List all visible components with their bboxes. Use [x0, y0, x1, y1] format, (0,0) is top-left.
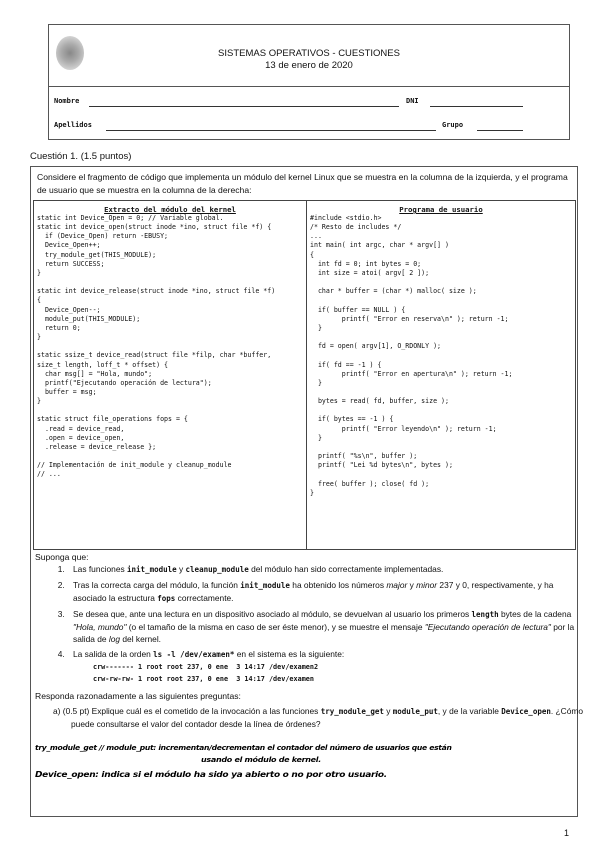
- user-code-title: Programa de usuario: [399, 205, 483, 214]
- kernel-code: static int Device_Open = 0; // Variable global. static int device_open(struct inode *ino, struct file *f) { if (Device_Open) return -EBUSY; Device_Open++; try_module_get(THIS_MODULE); return SUCCESS; } static int device_release(struct inode *ino, struct file *f) { Device_Open--; module_put(THIS_MODULE); return 0; } static ssize_t device_read(struct file *filp, char *buffer, size_t length, loff_t * offset) { char msg[] = "Hola, mundo"; printf("Ejecutando operación de lectura"); buffer = msg; } static struct file_operations fops = { .read = device_read, .open = device_open, .release = device_release }; // Implementación de init_module y cleanup_module // ...: [37, 214, 276, 479]
- dni-field[interactable]: [430, 106, 523, 107]
- exam-title: SISTEMAS OPERATIVOS - CUESTIONES: [218, 48, 400, 59]
- exam-date: 13 de enero de 2020: [265, 60, 353, 71]
- assumption-item: 4. La salida de la orden ls -l /dev/examen* en el sistema es la siguiente: crw------- 1 root root 237, 0 ene 3 14:17 /dev/examen2 crw-rw-rw- 1 root root 237, 0 ene 3 14:17 /dev/examen: [67, 648, 582, 685]
- handwritten-answer-line: try_module_get // module_put: incrementan/decrementan el contador del número de usuarios que están: [35, 743, 452, 752]
- code-table: [33, 200, 576, 550]
- user-code-column: [307, 201, 575, 549]
- assumptions-list: [53, 563, 582, 687]
- handwritten-answer-line: Device_open: indica si el módulo ha sido ya abierto o no por otro usuario.: [35, 770, 387, 780]
- apellidos-field[interactable]: [106, 130, 436, 131]
- user-code: #include <stdio.h> /* Resto de includes */ ... int main( int argc, char * argv[] ) { int fd = 0; int bytes = 0; int size = atoi( argv[ 2 ]); char * buffer = (char *) malloc( size ); if( buffer == NULL ) { printf( "Error en reserva\n" ); return -1; } fd = open( argv[1], O_RDONLY ); if( fd == -1 ) { printf( "Error en apertura\n" ); return -1; } bytes = read( fd, buffer, size ); if( bytes == -1 ) { printf( "Error leyendo\n" ); return -1; } printf( "%s\n", buffer ); printf( "Lei %d bytes\n", bytes ); free( buffer ); close( fd ); }: [310, 214, 513, 497]
- ls-output-line: crw------- 1 root root 237, 0 ene 3 14:17 /dev/examen2: [93, 662, 319, 671]
- respond-label: Responda razonadamente a las siguientes preguntas:: [35, 691, 241, 701]
- suppose-label: Suponga que:: [35, 552, 89, 562]
- dni-label: DNI: [406, 97, 419, 105]
- page-number: 1: [564, 828, 570, 838]
- question-label: Cuestión 1. (1.5 puntos): [30, 151, 132, 162]
- nombre-label: Nombre: [54, 97, 80, 105]
- assumption-item: 3. Se desea que, ante una lectura en un dispositivo asociado al módulo, se devuelvan al usuario los primeros length bytes de la cadena "Hola, mundo" (o el tamaño de la misma en caso de ser éste menor), y se muestre el mensaje "Ejecutando operación de lectura" por la salida de log del kernel.: [67, 608, 582, 646]
- handwritten-answer-line: usando el módulo de kernel.: [201, 755, 321, 764]
- grupo-field[interactable]: [477, 130, 523, 131]
- assumption-item: 2. Tras la correcta carga del módulo, la función init_module ha obtenido los números major y minor 237 y 0, respectivamente, y ha asociado la estructura fops correctamente.: [67, 579, 582, 605]
- ls-output-line: crw-rw-rw- 1 root root 237, 0 ene 3 14:17 /dev/examen: [93, 674, 314, 683]
- assumption-item: 1. Las funciones init_module y cleanup_module del módulo han sido correctamente implementadas.: [67, 563, 582, 576]
- grupo-label: Grupo: [442, 121, 464, 129]
- subquestion-a: a) (0.5 pt) Explique cuál es el cometido de la invocación a las funciones try_module_get y module_put, y de la variable Device_open. ¿Cómo puede consultarse el valor del contador desde la línea de órdenes?: [53, 706, 584, 730]
- kernel-code-title: Extracto del módulo del kernel: [104, 205, 236, 214]
- nombre-field[interactable]: [89, 106, 399, 107]
- question-intro: Considere el fragmento de código que implementa un módulo del kernel Linux que se muestra en la columna de la izquierda, y el programa de usuario que se muestra en la columna de la derecha:: [37, 172, 568, 195]
- exam-header: [48, 24, 570, 140]
- question-box: [30, 166, 584, 817]
- kernel-code-column: [34, 201, 307, 549]
- apellidos-label: Apellidos: [54, 121, 92, 129]
